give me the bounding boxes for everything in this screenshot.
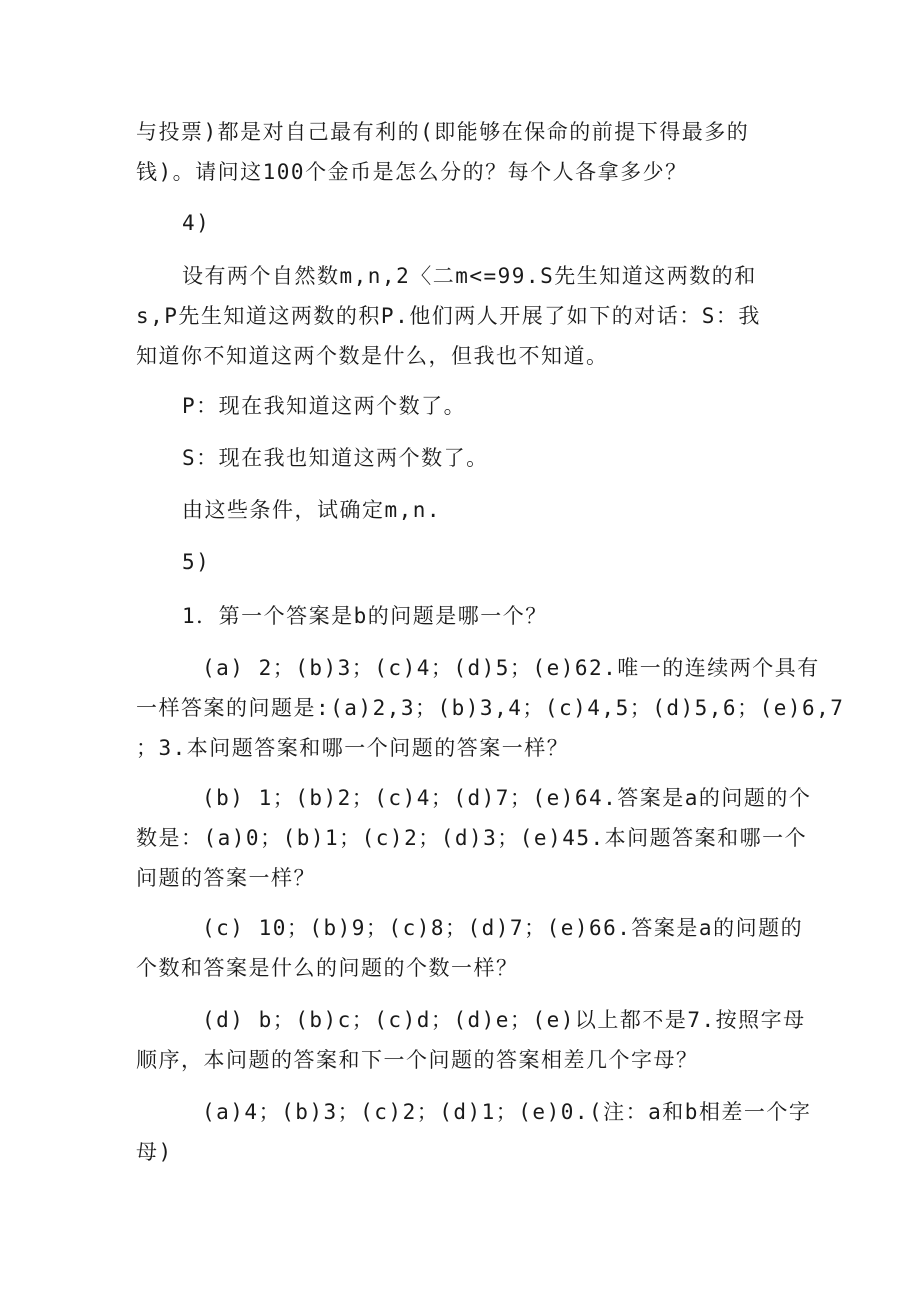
question-3-options (136, 778, 812, 898)
text-line: s,P先生知道这两数的积P.他们两人开展了如下的对话：S：我 (136, 304, 761, 328)
text-line: 母) (136, 1140, 173, 1164)
text-line: ；3.本问题答案和哪一个问题的答案一样？ (136, 736, 570, 760)
text-line: (b) 1；(b)2；(c)4；(d)7；(e)64.答案是a的问题的个 (202, 786, 812, 810)
text-line: 钱)。请问这100个金币是怎么分的？每个人各拿多少？ (136, 160, 688, 184)
paragraph-dialogue-s (136, 438, 788, 478)
paragraph-voting-rule (136, 112, 788, 192)
question-4-options (136, 908, 804, 988)
text-line: 一样答案的问题是:(a)2,3；(b)3,4；(c)4,5；(d)5,6；(e)6,7 (136, 696, 845, 720)
text-line: P：现在我知道这两个数了。 (182, 394, 467, 418)
problem-number-5 (136, 542, 788, 582)
text-line: S：现在我也知道这两个数了。 (182, 446, 489, 470)
question-6-options (136, 1092, 812, 1172)
text-line: (c) 10；(b)9；(c)8；(d)7；(e)66.答案是a的问题的 (202, 916, 804, 940)
question-5-options (136, 1000, 806, 1080)
text-line: (d) b；(b)c；(c)d；(d)e；(e)以上都不是7.按照字母 (202, 1008, 806, 1032)
text-line: (a)4；(b)3；(c)2；(d)1；(e)0.(注：a和b相差一个字 (202, 1100, 812, 1124)
paragraph-problem-4-statement (136, 256, 788, 376)
text-line: 问题的答案一样？ (136, 866, 316, 890)
text-line: 知道你不知道这两个数是什么，但我也不知道。 (136, 344, 609, 368)
text-line: 5) (182, 550, 211, 574)
question-2-options (136, 648, 845, 768)
text-line: 设有两个自然数m,n,2〈二m<=99.S先生知道这两数的和 (182, 264, 757, 288)
text-line: 4) (182, 211, 211, 235)
problem-number-4 (136, 203, 788, 243)
text-line: 顺序，本问题的答案和下一个问题的答案相差几个字母？ (136, 1048, 699, 1072)
question-1 (136, 596, 788, 636)
text-line: 个数和答案是什么的问题的个数一样？ (136, 956, 519, 980)
paragraph-task (136, 490, 788, 530)
text-line: 由这些条件，试确定m,n. (182, 498, 442, 522)
text-line: 数是：(a)0；(b)1；(c)2；(d)3；(e)45.本问题答案和哪一个 (136, 826, 808, 850)
text-line: (a) 2；(b)3；(c)4；(d)5；(e)62.唯一的连续两个具有 (202, 656, 820, 680)
paragraph-dialogue-p (136, 386, 788, 426)
text-line: 与投票)都是对自己最有利的(即能够在保命的前提下得最多的 (136, 120, 750, 144)
text-line: 1．第一个答案是b的问题是哪一个？ (182, 604, 548, 628)
